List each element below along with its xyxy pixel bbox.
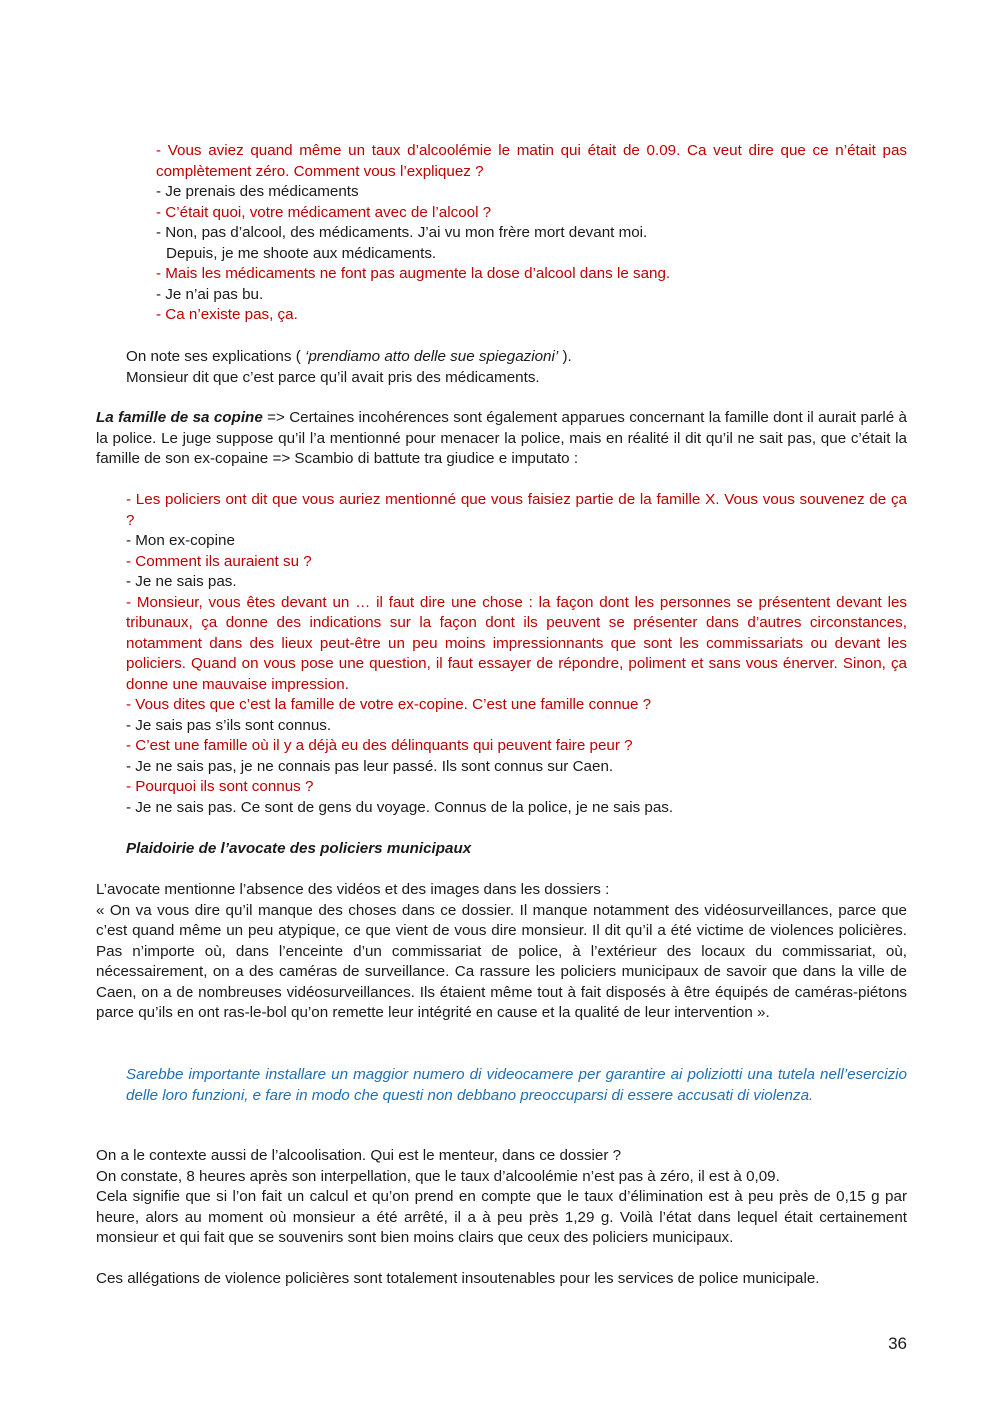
avocate-intro: L’avocate mentionne l’absence des vidéos et des images dans les dossiers : — [96, 881, 610, 898]
dialogue-line: Depuis, je me shoote aux médicaments. — [166, 244, 437, 262]
paragraph-text: => Certaines incohérences sont également apparues concernant la famille dont il aurait parlé à la police. Le juge suppose qu’il l’a mentionné pour menacer la police, mais en réalité il dit qu’il ne sait pas, que c’était la famille de son ex-copaine => Scambio di battute tra giudice e imputato : — [96, 409, 907, 467]
dialogue-line: - Les policiers ont dit que vous auriez mentionné que vous faisiez partie de la famille X. Vous vous souvenez de ça ? — [126, 491, 907, 529]
note-line — [126, 347, 907, 368]
dialogue-line: - Vous dites que c’est la famille de votre ex-copine. C’est une famille connue ? — [126, 696, 652, 713]
note-block — [126, 347, 907, 388]
dialogue-line: - Je ne sais pas. Ce sont de gens du voyage. Connus de la police, je ne sais pas. — [126, 798, 674, 816]
dialogue-line: - Je prenais des médicaments — [156, 183, 359, 200]
conclusion-paragraph: Ces allégations de violence policières sont totalement insoutenables pour les services de police municipale. — [96, 1270, 820, 1287]
dialogue-line: - Ca n’existe pas, ça. — [156, 306, 298, 323]
dialogue-line: - Vous aviez quand même un taux d’alcoolémie le matin qui était de 0.09. Ca veut dire que ce n’était pas complètement zéro. Comment vous l’expliquez ? — [156, 142, 907, 180]
note-text: On note ses explications ( — [126, 348, 305, 365]
context-line: On constate, 8 heures après son interpellation, que le taux d’alcoolémie n’est pas à zéro, il est à 0,09. — [96, 1167, 780, 1185]
note-text-end: ). — [558, 348, 572, 365]
dialogue-line: - Mais les médicaments ne font pas augmente la dose d’alcool dans le sang. — [156, 265, 671, 282]
avocate-paragraph — [96, 880, 907, 1024]
context-paragraph — [96, 1146, 907, 1249]
italian-comment: Sarebbe importante installare un maggior numero di videocamere per garantire ai poliziotti una tutela nell’esercizio delle loro funzioni, e fare in modo che questi non debbano preoccuparsi di essere accusati di violenza. — [126, 1066, 907, 1104]
page-number: 36 — [888, 1334, 907, 1353]
dialogue-line: - Je sais pas s’ils sont connus. — [126, 716, 332, 734]
famille-paragraph — [96, 408, 907, 470]
dialogue-line: - Je ne sais pas, je ne connais pas leur passé. Ils sont connus sur Caen. — [126, 757, 614, 775]
dialogue-block-2 — [126, 490, 907, 818]
dialogue-line: - Je n’ai pas bu. — [156, 285, 264, 303]
dialogue-line: - Monsieur, vous êtes devant un … il faut dire une chose : la façon dont les personnes se présentent devant les tribunaux, ça donne des indications sur la façon dont ils peuvent se présenter dans d’autres circonstances, notamment dans des lieux peut-être un peu moins impressionnants que sont les commissariats ou devant les policiers. Quand on vous pose une question, il faut essayer de répondre, poliment et sans vous énerver. Sinon, ça donne une mauvaise impression. — [126, 593, 907, 693]
section-heading: La famille de sa copine — [96, 409, 263, 426]
plaidoirie-heading: Plaidoirie de l’avocate des policiers municipaux — [126, 840, 472, 857]
dialogue-line: - Mon ex-copine — [126, 532, 235, 549]
dialogue-line: - Je ne sais pas. — [126, 573, 237, 590]
dialogue-line: - Non, pas d’alcool, des médicaments. J’ai vu mon frère mort devant moi. — [156, 224, 648, 241]
note-italic-quote: ‘prendiamo atto delle sue spiegazioni’ — [304, 348, 559, 365]
dialogue-line: - Comment ils auraient su ? — [126, 552, 312, 570]
dialogue-line: - C’est une famille où il y a déjà eu des délinquants qui peuvent faire peur ? — [126, 737, 633, 754]
dialogue-line: - C’était quoi, votre médicament avec de l’alcool ? — [156, 203, 492, 221]
avocate-quote: « On va vous dire qu’il manque des choses dans ce dossier. Il manque notamment des vidéosurveillances, parce que c’est quand même un peu atypique, ce que vient de vous dire monsieur. Il dit qu’il a été victime de violences policières. Pas n’importe où, dans l’enceinte d’un commissariat de police, à l’extérieur des locaux du commissariat, où, nécessairement, on a des caméras de surveillance. Ca rassure les policiers municipaux de savoir que dans la ville de Caen, on a de nombreuses vidéosurveillances. Ils étaient même tout à fait disposés à être équipés de caméras-piétons parce qu’ils en ont ras-le-bol qu’on remette leur intégrité en cause et la qualité de leur intervention ». — [96, 901, 907, 1021]
note-line: Monsieur dit que c’est parce qu’il avait pris des médicaments. — [126, 368, 540, 386]
context-line: On a le contexte aussi de l’alcoolisation. Qui est le menteur, dans ce dossier ? — [96, 1147, 622, 1164]
dialogue-block-1 — [156, 141, 907, 326]
dialogue-line: - Pourquoi ils sont connus ? — [126, 778, 314, 795]
context-line: Cela signifie que si l’on fait un calcul et qu’on prend en compte que le taux d’élimination est à peu près de 0,15 g par heure, alors au moment où monsieur a été arrêté, il a à peu près 1,29 g. Voilà l’état dans lequel était certainement monsieur et qui fait que se souvenirs sont bien moins clairs que ceux des policiers municipaux. — [96, 1188, 907, 1246]
